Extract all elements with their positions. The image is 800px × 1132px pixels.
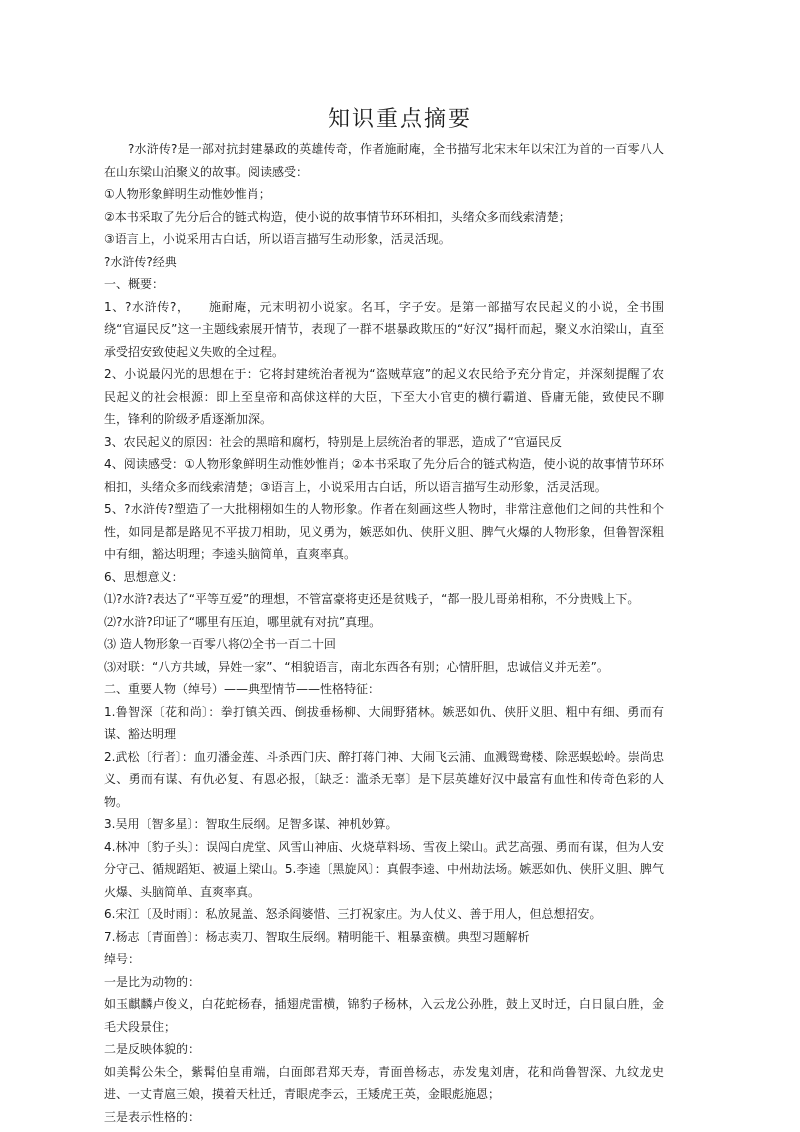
summary-item-6: 6、思想意义： <box>104 569 184 584</box>
summary-item-3: 3、农民起义的原因：社会的黑暗和腐朽，特别是上层统治者的罪恶，造成了“官逼民反 <box>104 434 562 449</box>
nickname-examples-1: 如玉麒麟卢俊义，白花蛇杨春，插翅虎雷横，锦豹子杨林，入云龙公孙胜，鼓上叉时迁，白日鼠白胜，金毛犬段景住； <box>104 997 664 1034</box>
page-title: 知识重点摘要 <box>327 107 472 132</box>
summary-item-5: 5、?水浒传?塑造了一大批栩栩如生的人物形象。作者在刻画这些人物时，非常注意他们之间的共性和个性，如同是都是路见不平拔刀相助，见义勇为，嫉恶如仇、侠肝义胆、脾气火爆的人物形象，但鲁智深粗中有细，豁达明理；李逵头脑简单，直爽率真。 <box>104 502 664 561</box>
reading-point-3: ③语言上，小说采用古白话，所以语言描写生动形象，活灵活现。 <box>104 232 451 246</box>
reading-point-2: ②本书采取了先分后合的链式构造，使小说的故事情节环环相扣，头绪众多而线索清楚； <box>104 209 571 224</box>
section-heading-summary: 一、概要： <box>104 277 165 291</box>
nickname-examples-2: 如美髯公朱仝，紫髯伯皇甫端，白面郎君郑天寿，青面兽杨志，赤发鬼刘唐，花和尚鲁智深、九纹龙史进、一丈青扈三娘，摸着天杜迁，青眼虎李云，王矮虎王英，金眼彪施恩； <box>104 1064 664 1101</box>
summary-item-4: 4、阅读感受：①人物形象鲜明生动惟妙惟肖；②本书采取了先分后合的链式构造，使小说的故事情节环环相扣，头绪众多而线索清楚；③语言上，小说采用古白话，所以语言描写生动形象，活灵活现。 <box>104 457 664 494</box>
couplet-item: ⑶对联：“八方共域，异姓一家”、“相貌语言，南北东西各有别；心情肝胆，忠诚信义并无差”。 <box>104 659 609 674</box>
meaning-item-3: ⑶ 造人物形象一百零八将⑵全书一百二十回 <box>104 637 336 651</box>
nickname-type-1: 一是比为动物的： <box>104 974 201 989</box>
nickname-type-3: 三是表示性格的： <box>104 1109 201 1124</box>
reading-point-1: ①人物形象鲜明生动惟妙惟肖； <box>104 187 271 201</box>
section-heading-characters: 二、重要人物（绰号）——典型情节——性格特征： <box>104 682 381 696</box>
character-yang-zhi: 7.杨志〔青面兽〕：杨志卖刀、智取生辰纲。精明能干、粗暴蛮横。典型习题解析 <box>104 929 530 944</box>
summary-item-1: 1、?水浒传?， 施耐庵，元末明初小说家。名耳，字子安。是第一部描写农民起义的小说，全书围绕“官逼民反”这一主题线索展开情节，表现了一群不堪暴政欺压的“好汉”揭杆而起，聚义水泊梁山，直至承受招安致使起义失败的全过程。 <box>104 299 664 359</box>
intro-paragraph: ?水浒传?是一部对抗封建暴政的英雄传奇，作者施耐庵，全书描写北宋末年以宋江为首的一百零八人在山东梁山泊聚义的故事。阅读感受： <box>104 142 664 179</box>
meaning-item-2: ⑵?水浒?印证了“哪里有压迫，哪里就有对抗”真理。 <box>104 614 382 629</box>
summary-item-2: 2、小说最闪光的思想在于：它将封建统治者视为“盗贼草寇”的起义农民给予充分肯定，并深刻提醒了农民起义的社会根源：即上至皇帝和高俅这样的大臣，下至大小官吏的横行霸道、昏庸无能，致使民不聊生，锋利的阶级矛盾逐渐加深。 <box>104 367 664 426</box>
character-wu-song: 2.武松〔行者〕：血刃潘金莲、斗杀西门庆、醉打蒋门神、大闹飞云浦、血溅鸳鸯楼、除恶蜈蚣岭。崇尚忠义、勇而有谋、有仇必复、有恩必报，〔缺乏：滥杀无辜〕是下层英雄好汉中最富有血性和传奇色彩的人物。 <box>104 749 664 809</box>
section-heading-classic: ?水浒传?经典 <box>104 254 177 269</box>
nickname-type-2: 二是反映体貌的： <box>104 1042 201 1056</box>
character-wu-yong: 3.吴用〔智多星〕：智取生辰纲。足智多谋、神机妙算。 <box>104 817 398 831</box>
character-lin-chong: 4.林冲〔豹子头〕：误闯白虎堂、风雪山神庙、火烧草料场、雪夜上梁山。武艺高强、勇而有谋，但为人安分守己、循规蹈矩、被逼上梁山。5.李逵〔黑旋风〕：真假李逵、中州劫法场。嫉恶如仇、侠肝义胆、脾气火爆、头脑简单、直爽率真。 <box>104 839 664 899</box>
document-body <box>104 138 664 1128</box>
character-lu-zhishen: 1.鲁智深〔花和尚〕：拳打镇关西、倒拔垂杨柳、大闹野猪林。嫉恶如仇、侠肝义胆、粗中有细、勇而有谋、豁达明理 <box>104 704 664 741</box>
character-song-jiang: 6.宋江〔及时雨〕：私放晁盖、怒杀阎婆惜、三打祝家庄。为人仗义、善于用人，但总想招安。 <box>104 907 602 921</box>
meaning-item-1: ⑴?水浒?表达了“平等互爱”的理想，不管富豪将吏还是贫贱子，“都一股儿哥弟相称，不分贵贱上下。 <box>104 592 640 606</box>
nickname-heading: 绰号： <box>104 952 141 966</box>
